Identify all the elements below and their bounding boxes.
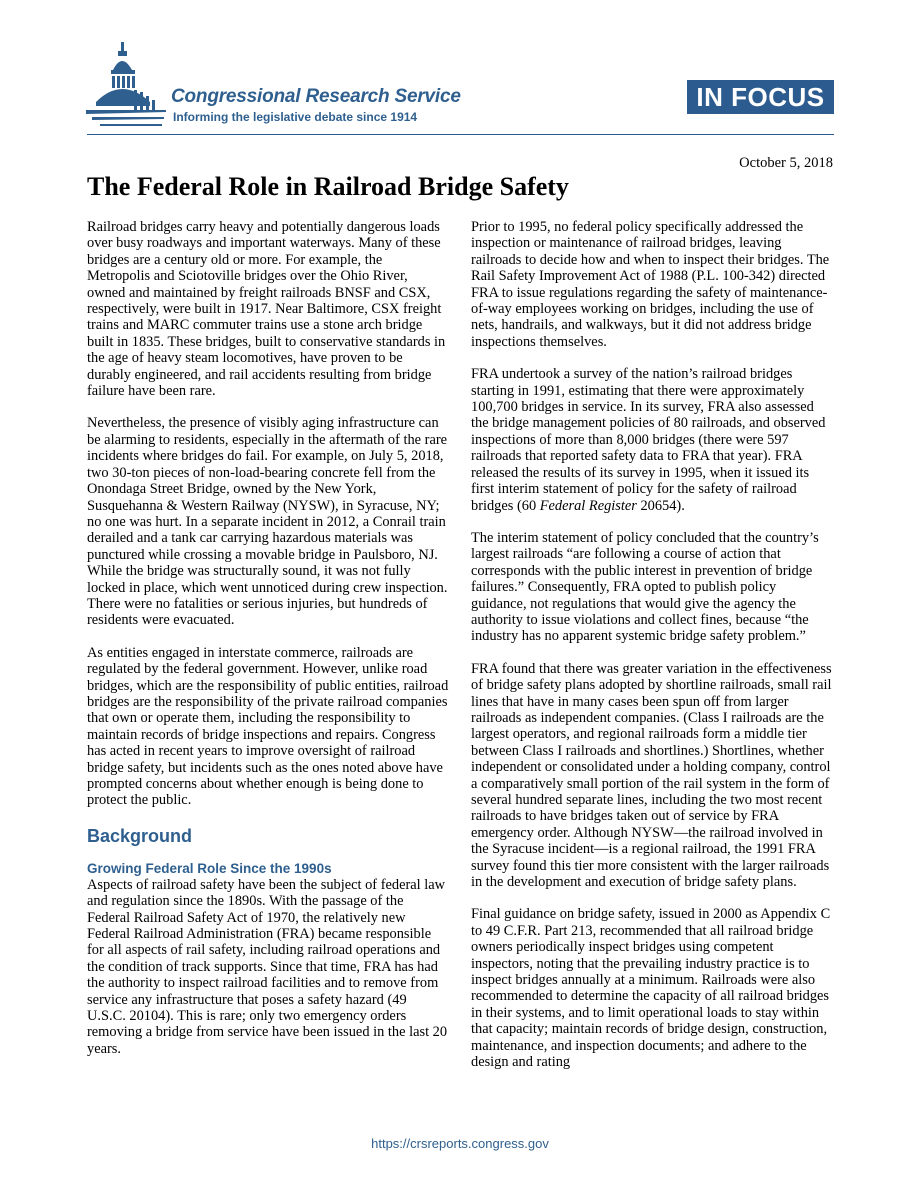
publication-name: Federal Register — [539, 497, 637, 514]
page-title: The Federal Role in Railroad Bridge Safety — [87, 172, 569, 201]
left-column — [87, 219, 449, 1073]
capitol-dome-logo-icon — [86, 40, 166, 130]
in-focus-badge: IN FOCUS — [687, 80, 834, 114]
paragraph: Prior to 1995, no federal policy specifically addressed the inspection or maintenance of railroad bridges, leaving railroads to decide how and when to inspect their bridges. The Rail Safety Improvement Act of 1988 (P.L. 100-342) directed FRA to issue regulations regarding the safety of maintenance-of-way employees working on bridges, including the use of nets, handrails, and walkways, but it did not address bridge inspections themselves. — [471, 219, 830, 350]
publication-date: October 5, 2018 — [739, 155, 833, 171]
header-divider — [87, 134, 834, 135]
right-column — [471, 219, 833, 1087]
paragraph: Final guidance on bridge safety, issued in 2000 as Appendix C to 49 C.F.R. Part 213, recommended that all railroad bridge owners periodically inspect bridges using competent inspectors, noting that the prevailing industry practice is to inspect bridges annually at a minimum. Railroads were also recommended to determine the capacity of all railroad bridges in their systems, and to limit operational loads to stay within that capacity; maintain records of bridge design, construction, maintenance, and inspection documents; and adhere to the design and rating — [471, 906, 831, 1071]
paragraph: The interim statement of policy concluded that the country’s largest railroads “are following a course of action that corresponds with the public interest in prevention of bridge failures.” Consequently, FRA opted to publish policy guidance, not regulations that would give the agency the authority to issue violations and collect fines, because “the industry has no apparent systemic bridge safety problem.” — [471, 529, 819, 645]
subsection-heading: Growing Federal Role Since the 1990s — [87, 860, 332, 876]
paragraph: Railroad bridges carry heavy and potentially dangerous loads over busy roadways and important waterways. Many of these bridges are a century old or more. For example, the Metropolis and Sciotoville bridges over the Ohio River, owned and maintained by freight railroads BNSF and CSX, respectively, were built in 1917. Near Baltimore, CSX freight trains and MARC commuter trains use a stone arch bridge built in 1835. These bridges, built to conservative standards in the age of heavy steam locomotives, have proven to be durably engineered, and rail accidents resulting from bridge failure have been rare. — [87, 219, 446, 400]
paragraph: Aspects of railroad safety have been the subject of federal law and regulation since the 1890s. With the passage of the Federal Railroad Safety Act of 1970, the relatively new Federal Railroad Administration (FRA) became responsible for all aspects of rail safety, including railroad operations and the condition of track supports. Since that time, FRA has had the authority to inspect railroad facilities and to remove from service any infrastructure that poses a safety hazard (49 U.S.C. 20104). This is rare; only two emergency orders removing a bridge from service have been issued in the last 20 years. — [87, 876, 448, 1057]
text-span: 20654). — [636, 497, 685, 514]
org-name: Congressional Research Service — [171, 86, 461, 107]
paragraph: As entities engaged in interstate commerce, railroads are regulated by the federal government. However, unlike road bridges, which are the responsibility of public entities, railroad bridges are the responsibility of the private railroad companies that own or operate them, including the responsibility to maintain records of bridge inspections and repairs. Congress has acted in recent years to improve oversight of railroad bridge safety, but incidents such as the ones noted above have prompted concerns about whether enough is being done to protect the public. — [87, 644, 449, 809]
paragraph: Nevertheless, the presence of visibly aging infrastructure can be alarming to residents, especially in the aftermath of the rare incidents where bridges do fail. For example, on July 5, 2018, two 30-ton pieces of non-load-bearing concrete fell from the Onondaga Street Bridge, owned by the New York, Susquehanna & Western Railway (NYSW), in Syracuse, NY; no one was hurt. In a separate incident in 2012, a Conrail train derailed and a tank car carrying hazardous materials was punctured while crossing a movable bridge in Paulsboro, NJ. While the bridge was structurally sound, it was not fully locked in place, which went unnoticed during crew inspection. There were no fatalities or serious injuries, but hundreds of residents were evacuated. — [87, 415, 448, 629]
org-tagline: Informing the legislative debate since 1914 — [173, 110, 418, 124]
text-span: FRA undertook a survey of the nation’s railroad bridges starting in 1991, estimating that there were approximately 100,700 bridges in service. In its survey, FRA also assessed the bridge management policies of 80 railroads, and observed inspections of more than 8,000 bridges (there were 597 railroads that reported safety data to FRA that year). FRA released the results of its survey in 1995, when it issued its first interim statement of policy for the safety of railroad bridges (60 — [471, 366, 826, 514]
paragraph: FRA found that there was greater variation in the effectiveness of bridge safety plans adopted by shortline railroads, small rail lines that have in many cases been spun off from larger railroads as independent companies. (Class I railroads are the largest operators, and regional railroads form a middle tier between Class I railroads and shortlines.) Shortlines, whether independent or consolidated under a holding company, control a comparatively small portion of the rail system in the form of several hundred separate lines, including the two most recent railroads to have bridges taken out of service by FRA emergency order. Although NYSW—the railroad involved in the Syracuse incident—is a regional railroad, the 1991 FRA survey found this tier more consistent with the larger railroads in the development and execution of bridge safety plans. — [471, 660, 832, 891]
section-heading: Background — [87, 825, 193, 846]
page-header — [0, 0, 920, 140]
footer-url[interactable]: https://crsreports.congress.gov — [371, 1136, 549, 1151]
paragraph — [471, 366, 833, 514]
